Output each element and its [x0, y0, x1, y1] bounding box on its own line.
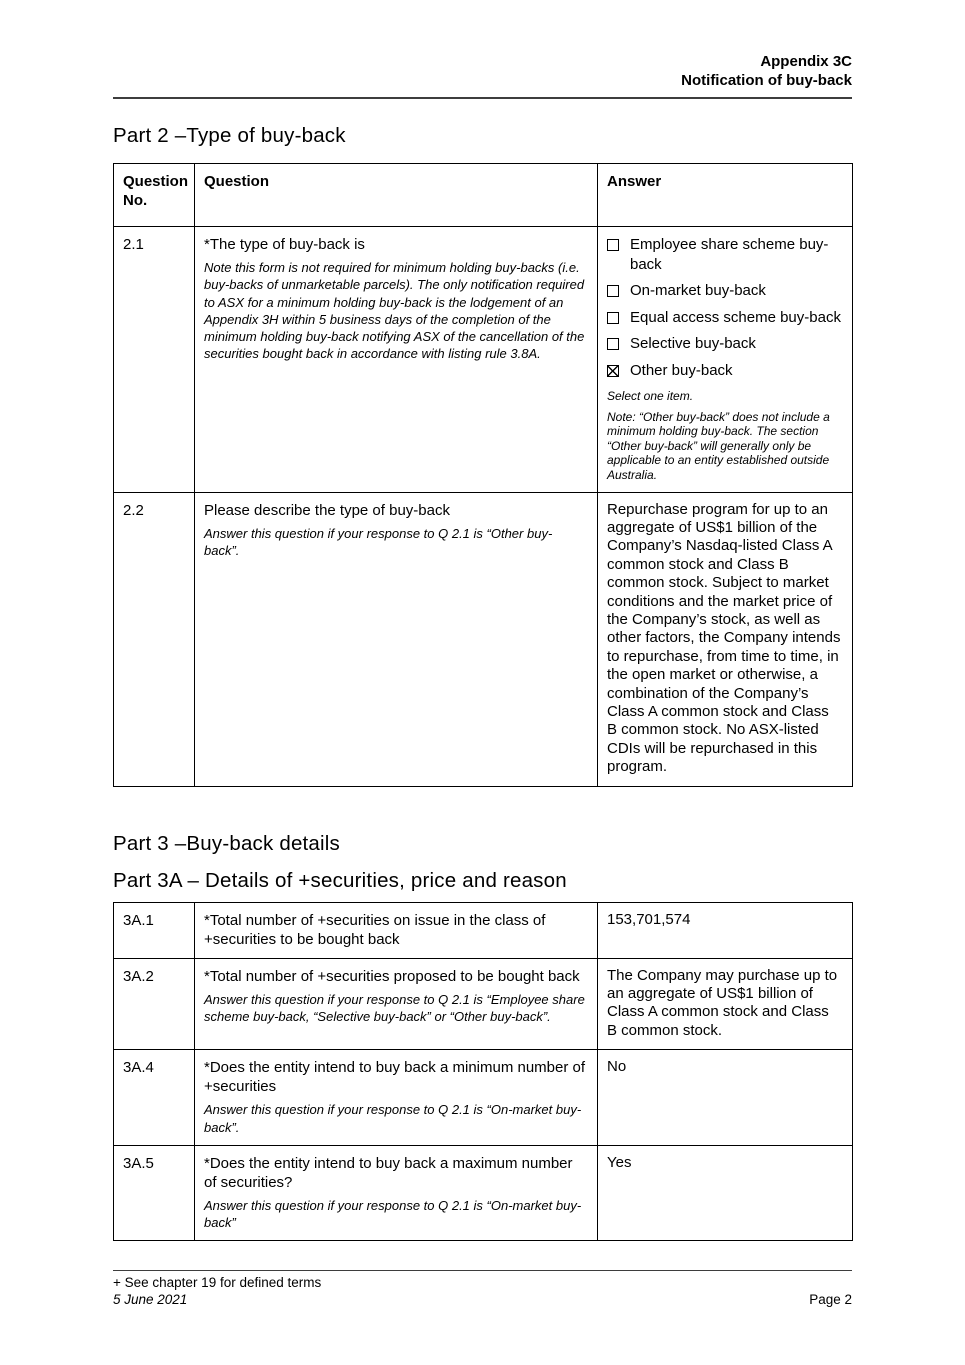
question-number: 3A.2	[114, 958, 195, 1050]
table-row-3a1	[114, 902, 853, 958]
option-selective	[607, 334, 842, 354]
question-number: 3A.4	[114, 1050, 195, 1146]
question-note: Note this form is not required for minimum holding buy-backs (i.e. buy-backs of unmarketable parcels). The only notification required to ASX for a minimum holding buy-back is the lodgement of an Appendix 3H within 5 business days of the completion of the minimum holding buy-back notifying ASX of the cancellation of the securities bought back in accordance with listing rule 3.8A.	[204, 260, 585, 362]
document-subtitle: Notification of buy-back	[681, 72, 852, 89]
question-text: *Total number of +securities proposed to be bought back	[204, 967, 580, 985]
table-row-3a2	[114, 958, 853, 1050]
table-row-q21	[114, 227, 853, 493]
option-label: Other buy-back	[630, 361, 733, 379]
page-footer	[113, 1270, 852, 1308]
appendix-title: Appendix 3C	[760, 53, 852, 70]
part2-table-header-row	[114, 164, 853, 227]
page-header	[113, 52, 852, 90]
question-text: *Total number of +securities on issue in the class of +securities to be bought back	[204, 911, 546, 948]
question-number: 3A.5	[114, 1145, 195, 1241]
defined-terms-note: + See chapter 19 for defined terms	[113, 1275, 322, 1290]
answer-text: Yes	[598, 1145, 853, 1241]
answer-text: 153,701,574	[598, 902, 853, 958]
answer-note: Note: “Other buy-back” does not include a minimum holding buy-back. The section “Other buy-back” will generally only be applicable to an entity established outside Australia.	[607, 409, 830, 482]
column-header-question: Question	[195, 164, 598, 227]
question-note: Answer this question if your response to Q 2.1 is “Employee share scheme buy-back, “Selective buy-back” or “Other buy-back”.	[204, 991, 585, 1024]
option-equal-access-scheme	[607, 308, 842, 328]
answer-text: The Company may purchase up to an aggregate of US$1 billion of Class A common stock and Class B common stock.	[598, 958, 853, 1050]
answer-text: No	[598, 1050, 853, 1146]
checkbox-icon	[607, 239, 619, 251]
answer-text: Repurchase program for up to an aggregate of US$1 billion of the Company’s Nasdaq-listed Class A common stock and Class B common stock. Subject to market conditions and the market price of the Company’s stock, as well as other factors, the Company intends to repurchase, from time to time, in the open market or otherwise, a combination of the Company’s Class A common stock and Class B common stock. No ASX-listed CDIs will be repurchased in this program.	[598, 492, 853, 786]
checkbox-icon	[607, 312, 619, 324]
option-other	[607, 361, 842, 381]
question-text: Please describe the type of buy-back	[204, 501, 450, 519]
question-text: *The type of buy-back is	[204, 236, 365, 253]
part3a-table	[113, 902, 853, 1242]
option-label: Employee share scheme buy-back	[630, 236, 829, 273]
question-number: 3A.1	[114, 902, 195, 958]
select-one-item-hint: Select one item.	[607, 389, 694, 403]
question-note: Answer this question if your response to Q 2.1 is “On-market buy-back”	[204, 1197, 582, 1231]
option-label: On-market buy-back	[630, 282, 766, 299]
part2-heading: Part 2 –Type of buy-back	[113, 124, 346, 147]
question-text: *Does the entity intend to buy back a maximum number of securities?	[204, 1154, 573, 1191]
question-note: Answer this question if your response to Q 2.1 is “Other buy-back”.	[204, 525, 553, 558]
part2-table	[113, 163, 853, 787]
column-header-question-no: Question No.	[114, 164, 195, 227]
question-note: Answer this question if your response to Q 2.1 is “On-market buy-back”.	[204, 1102, 582, 1135]
table-row-3a5	[114, 1145, 853, 1241]
page-number: Page 2	[809, 1291, 852, 1307]
table-row-3a4	[114, 1050, 853, 1146]
checkbox-icon	[607, 338, 619, 350]
option-label: Equal access scheme buy-back	[630, 308, 841, 326]
part3-heading: Part 3 –Buy-back details	[113, 831, 340, 855]
option-label: Selective buy-back	[630, 335, 756, 352]
question-number: 2.1	[114, 227, 195, 493]
footer-date: 5 June 2021	[113, 1291, 188, 1307]
checkbox-checked-icon	[607, 365, 619, 377]
checkbox-icon	[607, 285, 619, 297]
question-number: 2.2	[114, 492, 195, 786]
option-on-market	[607, 281, 842, 301]
column-header-answer: Answer	[598, 164, 853, 227]
question-text: *Does the entity intend to buy back a minimum number of +securities	[204, 1059, 586, 1096]
option-employee-share-scheme	[607, 235, 842, 274]
header-rule	[113, 97, 852, 99]
part3a-heading: Part 3A – Details of +securities, price and reason	[113, 868, 567, 892]
table-row-q22	[114, 492, 853, 786]
